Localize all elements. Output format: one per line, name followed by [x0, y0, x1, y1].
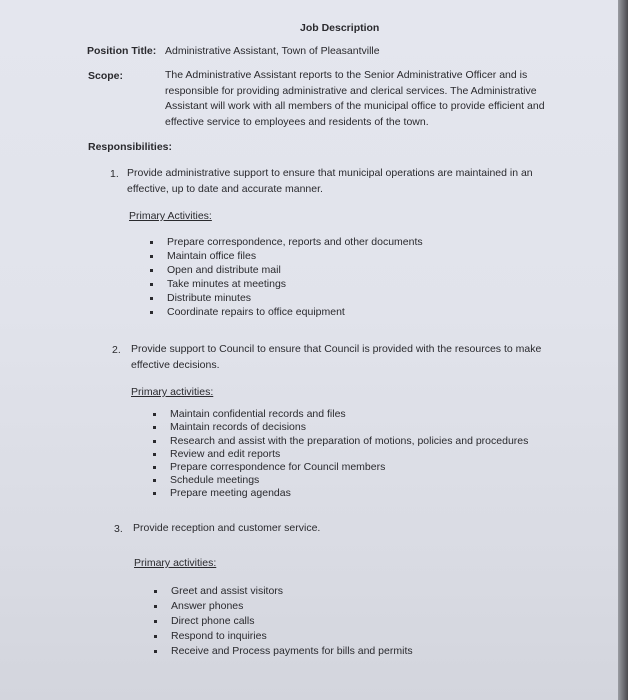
section-3-number: 3.	[114, 523, 123, 535]
list-item: Maintain records of decisions	[170, 421, 306, 433]
list-item: Prepare correspondence for Council members	[170, 461, 386, 473]
section-2-subheading: Primary activities:	[131, 386, 214, 398]
position-title-value: Administrative Assistant, Town of Pleasantville	[165, 45, 380, 57]
list-item: Answer phones	[171, 600, 244, 612]
bullet	[153, 413, 156, 416]
bullet	[153, 453, 156, 456]
list-item: Direct phone calls	[171, 615, 255, 627]
bullet	[153, 492, 156, 495]
bullet	[150, 255, 153, 258]
bullet	[154, 605, 157, 608]
bullet	[154, 590, 157, 593]
section-line: Provide support to Council to ensure that Council is provided with the resources to make	[131, 343, 542, 355]
list-item: Respond to inquiries	[171, 630, 267, 642]
list-item: Prepare correspondence, reports and other documents	[167, 236, 423, 248]
bullet	[154, 635, 157, 638]
bullet	[150, 241, 153, 244]
section-3-text	[133, 521, 320, 537]
scope-line: The Administrative Assistant reports to the Senior Administrative Officer and is	[165, 69, 528, 81]
bullet	[153, 426, 156, 429]
scope-label: Scope:	[88, 70, 124, 82]
bullet	[150, 283, 153, 286]
list-item: Greet and assist visitors	[171, 585, 284, 597]
responsibilities-heading: Responsibilities:	[88, 141, 173, 153]
section-3-subheading: Primary activities:	[134, 557, 217, 569]
position-title-label: Position Title:	[87, 45, 157, 57]
page-edge-shadow	[618, 0, 628, 700]
list-item: Schedule meetings	[170, 474, 260, 486]
bullet	[153, 466, 156, 469]
section-line: Provide administrative support to ensure that municipal operations are maintained in an	[127, 167, 533, 179]
bullet	[150, 311, 153, 314]
list-item: Receive and Process payments for bills and permits	[171, 645, 413, 657]
section-1-text	[127, 166, 533, 197]
section-line: effective decisions.	[131, 358, 220, 371]
bullet	[154, 620, 157, 623]
section-line: Provide reception and customer service.	[133, 522, 321, 534]
list-item: Prepare meeting agendas	[170, 487, 291, 499]
bullet	[153, 479, 156, 482]
list-item: Coordinate repairs to office equipment	[167, 306, 345, 318]
document-title: Job Description	[300, 22, 380, 34]
section-line: effective, up to date and accurate manner.	[127, 182, 323, 195]
scope-line: Assistant will work with all members of the municipal office to provide efficient and	[165, 100, 545, 112]
list-item: Review and edit reports	[170, 448, 281, 460]
list-item: Open and distribute mail	[167, 264, 281, 276]
bullet	[150, 269, 153, 272]
list-item: Research and assist with the preparation of motions, policies and procedures	[170, 435, 529, 447]
section-1-subheading: Primary Activities:	[129, 210, 212, 222]
scope-line: effective service to employees and residents of the town.	[165, 115, 429, 128]
list-item: Maintain office files	[167, 250, 257, 262]
section-1-number: 1.	[110, 168, 119, 180]
list-item: Maintain confidential records and files	[170, 408, 346, 420]
scope-text	[165, 68, 545, 130]
bullet	[154, 650, 157, 653]
list-item: Take minutes at meetings	[167, 278, 287, 290]
bullet	[150, 297, 153, 300]
bullet	[153, 440, 156, 443]
section-2-number: 2.	[112, 344, 121, 356]
list-item: Distribute minutes	[167, 292, 252, 304]
section-2-text	[131, 342, 541, 373]
scope-line: responsible for providing administrative and clerical services. The Administrative	[165, 84, 537, 97]
